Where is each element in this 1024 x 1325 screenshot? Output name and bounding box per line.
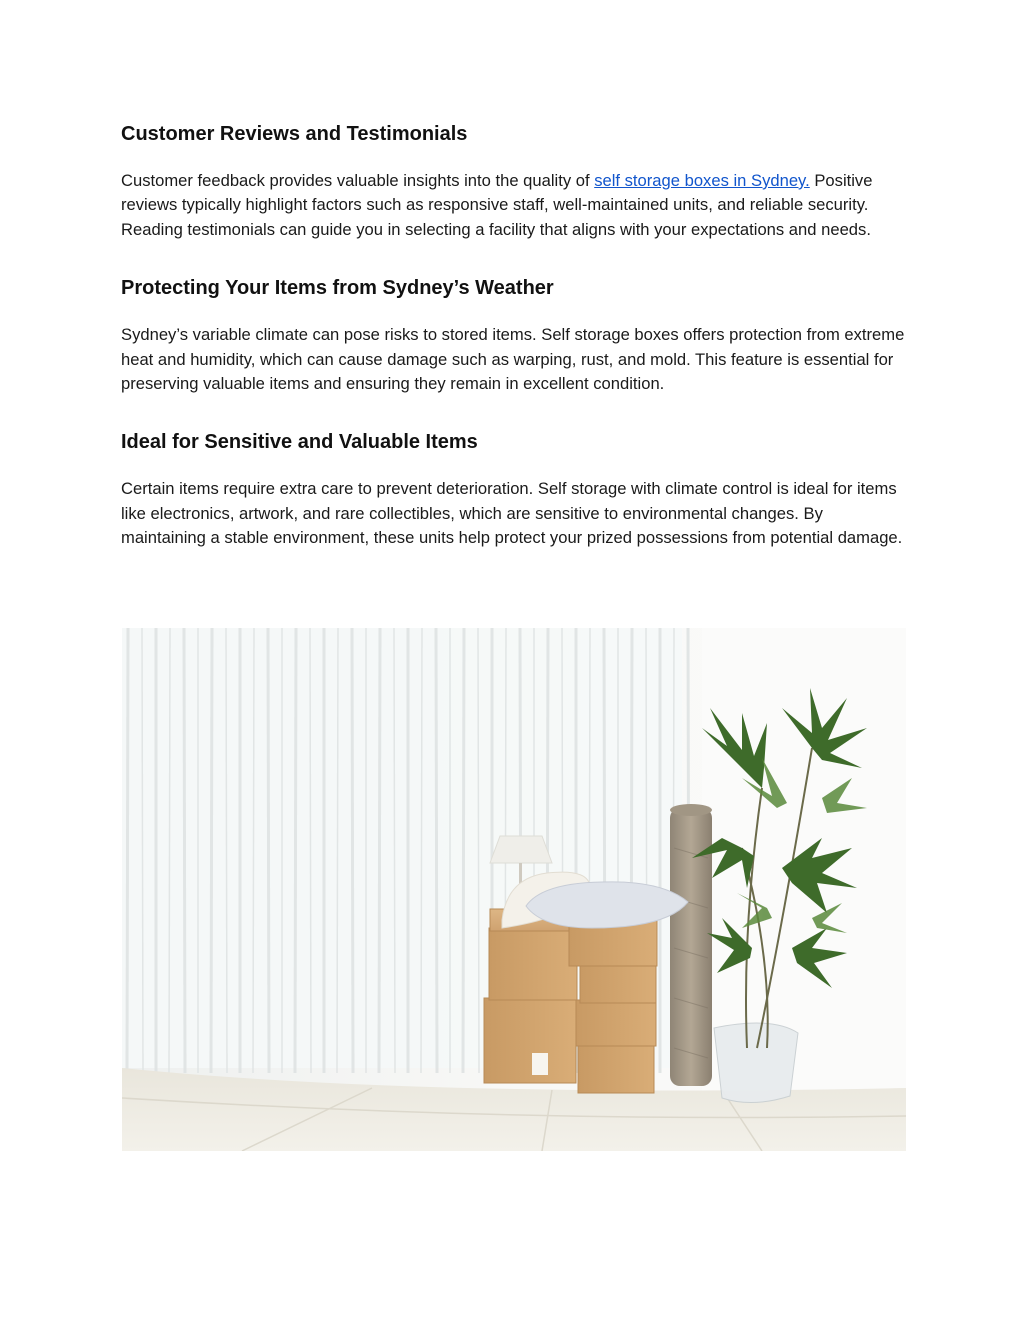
document-body: [121, 112, 906, 551]
paragraph-text-after-link: Positive reviews typically highlight factors such as responsive staff, well-maintained units, and reliable security. Reading testimonials can guide you in selecting a facility that aligns with your expectations and needs.: [121, 171, 873, 239]
self-storage-link[interactable]: self storage boxes in Sydney.: [594, 171, 810, 190]
section-sensitive-items: [121, 429, 906, 550]
paragraph-text-before-link: Customer feedback provides valuable insights into the quality of: [121, 171, 595, 190]
section-paragraph: [121, 169, 906, 242]
section-heading: Customer Reviews and Testimonials: [121, 123, 468, 145]
section-customer-reviews: [121, 121, 906, 242]
section-heading: Ideal for Sensitive and Valuable Items: [121, 431, 478, 454]
room-with-moving-boxes-photo: [122, 628, 906, 1151]
section-heading: Protecting Your Items from Sydney’s Weather: [121, 277, 554, 300]
section-weather-protection: [121, 275, 906, 396]
section-paragraph: Certain items require extra care to prevent deterioration. Self storage with climate control is ideal for items like electronics, artwork, and rare collectibles, which are sensitive to environmental changes. By maintaining a stable environment, these units help protect your prized possessions from potential damage.: [121, 479, 903, 548]
section-paragraph: Sydney’s variable climate can pose risks to stored items. Self storage boxes offers protection from extreme heat and humidity, which can cause damage such as warping, rust, and mold. This feature is essential for preserving valuable items and ensuring they remain in excellent condition.: [121, 325, 905, 394]
